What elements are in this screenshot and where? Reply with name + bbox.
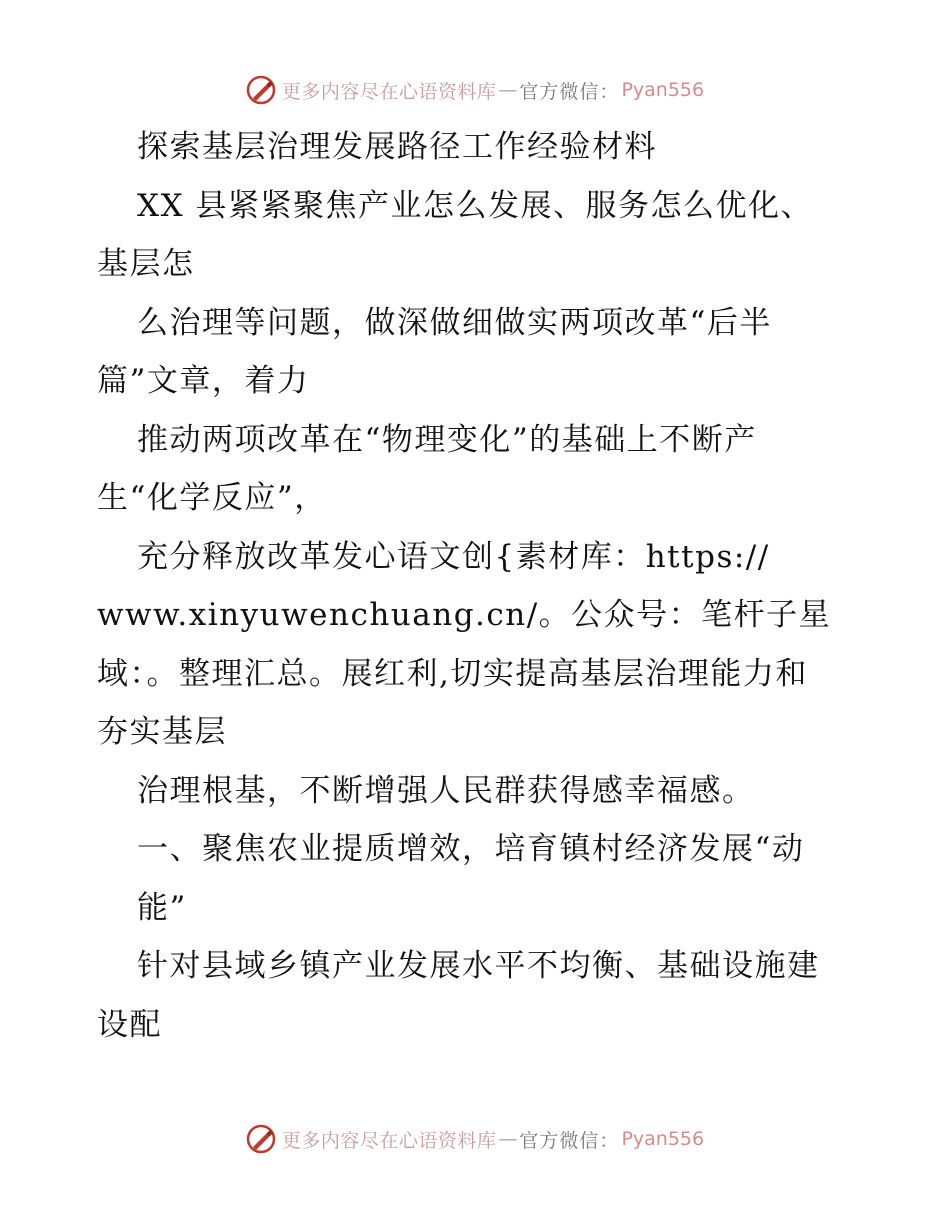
pen-logo-icon bbox=[246, 1124, 276, 1154]
paragraph-line: 针对县域乡镇产业发展水平不均衡、基础设施建 bbox=[137, 948, 820, 984]
paragraph-line: www.xinyuwenchuang.cn/。公众号：笔杆子星 bbox=[97, 597, 832, 633]
paragraph-line: 生“化学反应”， bbox=[97, 480, 327, 516]
footer-watermark-banner bbox=[0, 1122, 950, 1156]
document-title: 探索基层治理发展路径工作经验材料 bbox=[137, 129, 657, 165]
pen-logo-icon bbox=[246, 75, 276, 105]
section-heading: 一、聚焦农业提质增效，培育镇村经济发展“动 bbox=[137, 831, 805, 867]
paragraph-line: 么治理等问题，做深做细做实两项改革“后半 bbox=[137, 304, 772, 341]
banner-separator: — bbox=[498, 79, 518, 101]
banner-wechat-label: 官方微信： bbox=[519, 80, 620, 103]
banner-main-text: 更多内容尽在心语资料库 bbox=[281, 1129, 497, 1152]
paragraph-line: XX 县紧紧聚焦产业怎么发展、服务怎么优化、 bbox=[137, 187, 813, 224]
header-watermark-banner bbox=[0, 73, 950, 107]
banner-wechat-label: 官方微信： bbox=[519, 1129, 620, 1152]
paragraph-line: 夯实基层 bbox=[97, 714, 227, 750]
paragraph-line: 基层怎 bbox=[97, 246, 195, 282]
banner-account: Pyan556 bbox=[621, 79, 705, 101]
banner-separator: — bbox=[498, 1128, 518, 1150]
paragraph-line: 充分释放改革发心语文创{素材库：https:// bbox=[137, 538, 770, 575]
banner-main-text: 更多内容尽在心语资料库 bbox=[281, 80, 497, 103]
paragraph-line: 推动两项改革在“物理变化”的基础上不断产 bbox=[137, 421, 757, 458]
paragraph-line: 域：。整理汇总。展红利,切实提高基层治理能力和 bbox=[97, 655, 808, 692]
section-heading-continuation: 能” bbox=[137, 889, 187, 926]
paragraph-line: 治理根基，不断增强人民群获得感幸福感。 bbox=[137, 772, 755, 809]
document-body bbox=[97, 118, 857, 1054]
banner-account: Pyan556 bbox=[621, 1128, 705, 1150]
paragraph-line: 设配 bbox=[97, 1006, 162, 1043]
paragraph-line: 篇”文章，着力 bbox=[97, 363, 310, 399]
